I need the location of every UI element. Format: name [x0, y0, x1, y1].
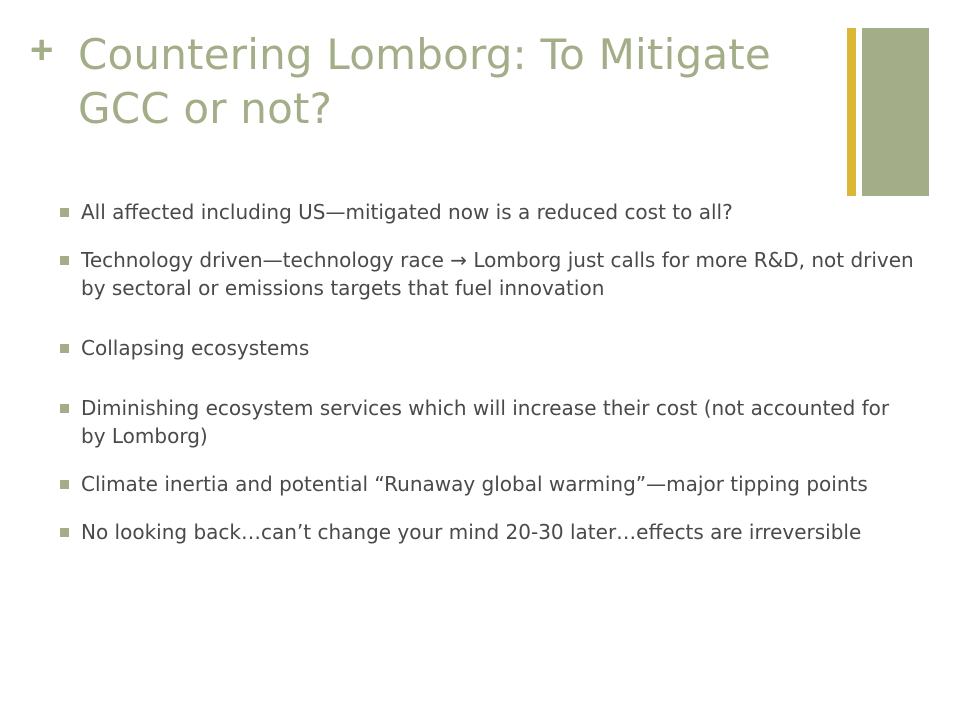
bullet-square-icon — [60, 256, 69, 265]
list-item — [60, 394, 920, 450]
list-item — [60, 470, 920, 498]
gold-accent-bar — [847, 28, 856, 196]
list-item — [60, 246, 920, 302]
slide-title: Countering Lomborg: To Mitigate GCC or not? — [78, 30, 771, 133]
bullet-square-icon — [60, 344, 69, 353]
bullet-square-icon — [60, 404, 69, 413]
bullet-text: Collapsing ecosystems — [81, 336, 310, 360]
bullet-list — [60, 198, 920, 566]
bullet-text: No looking back…can’t change your mind 20-30 later…effects are irreversible — [81, 520, 862, 544]
bullet-square-icon — [60, 208, 69, 217]
list-item — [60, 334, 920, 362]
bullet-square-icon — [60, 528, 69, 537]
plus-icon: + — [30, 28, 54, 72]
green-accent-block — [862, 28, 929, 196]
bullet-text: Technology driven—technology race → Lomborg just calls for more R&D, not driven by sectoral or emissions targets that fuel innovation — [81, 248, 914, 300]
list-item — [60, 198, 920, 226]
bullet-text: Diminishing ecosystem services which will increase their cost (not accounted for by Lomborg) — [81, 396, 890, 448]
bullet-square-icon — [60, 480, 69, 489]
list-item — [60, 518, 920, 546]
bullet-text: All affected including US—mitigated now is a reduced cost to all? — [81, 200, 733, 224]
bullet-text: Climate inertia and potential “Runaway global warming”—major tipping points — [81, 472, 868, 496]
